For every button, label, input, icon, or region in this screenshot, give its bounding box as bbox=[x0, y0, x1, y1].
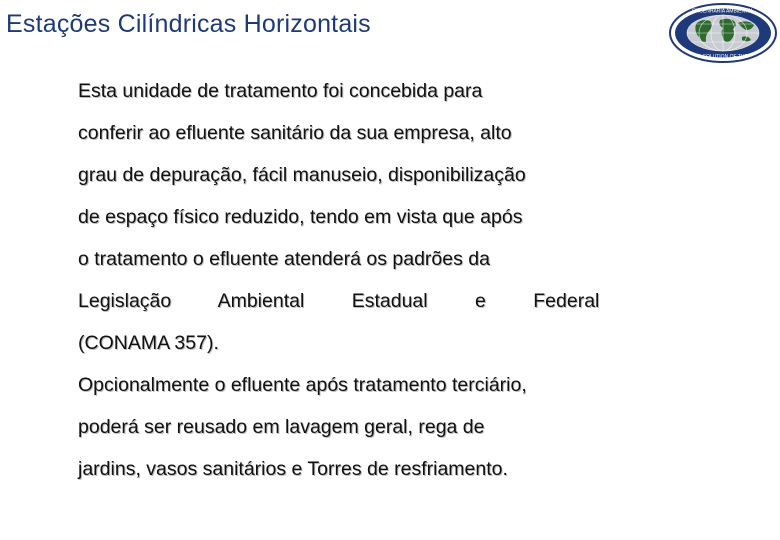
text-line: Legislação Ambiental Estadual e Federal bbox=[78, 290, 600, 312]
paragraph-1 bbox=[78, 70, 648, 364]
logo-top-text: ENGENHARIA AMBIENTAL bbox=[692, 8, 754, 15]
logo-bottom-text: A SOLUTION OF THE bbox=[698, 54, 748, 60]
text-line: o tratamento o efluente atenderá os padrões da bbox=[78, 248, 490, 270]
text-line: poderá ser reusado em lavagem geral, rega de bbox=[78, 416, 485, 438]
paragraph-2 bbox=[78, 364, 648, 490]
text-line: Esta unidade de tratamento foi concebida para bbox=[78, 80, 483, 102]
content-body bbox=[78, 70, 648, 490]
text-line: jardins, vasos sanitários e Torres de resfriamento. bbox=[78, 458, 508, 480]
text-line: de espaço físico reduzido, tendo em vista que após bbox=[78, 206, 523, 228]
globe-seal-icon bbox=[668, 2, 778, 64]
text-line: grau de depuração, fácil manuseio, disponibilização bbox=[78, 164, 526, 186]
text-line: (CONAMA 357). bbox=[78, 332, 219, 354]
text-line: Opcionalmente o efluente após tratamento terciário, bbox=[78, 374, 527, 396]
page-title: Estações Cilíndricas Horizontais bbox=[6, 10, 371, 38]
text-line: conferir ao efluente sanitário da sua empresa, alto bbox=[78, 122, 512, 144]
